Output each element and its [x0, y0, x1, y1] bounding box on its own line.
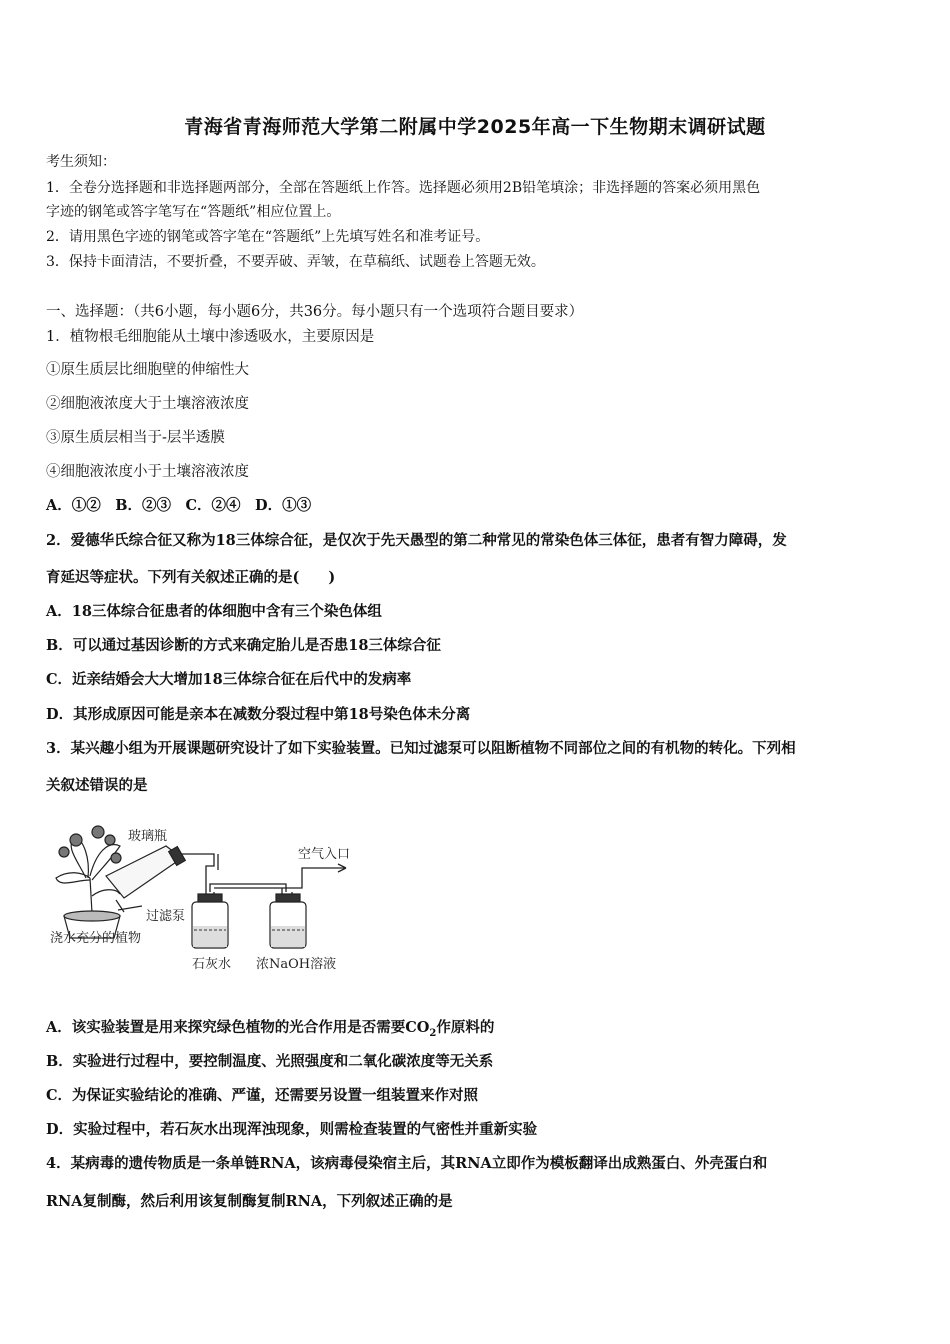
- section-heading: 一、选择题：（共6小题，每小题6分，共36分。每小题只有一个选项符合题目要求）: [46, 304, 584, 320]
- option-b: B．可以通过基因诊断的方式来确定胎儿是否患18三体综合征: [46, 637, 441, 654]
- statement-item: ③原生质层相当于-层半透膜: [46, 430, 225, 446]
- question-stem: RNA复制酶，然后利用该复制酶复制RNA，下列叙述正确的是: [46, 1193, 453, 1210]
- option-a-text-end: 作原料的: [436, 1019, 495, 1036]
- question-stem: 3．某兴趣小组为开展课题研究设计了如下实验装置。已知过滤泵可以阻断植物不同部位之间的有机物的转化。下列相: [46, 740, 796, 757]
- question-stem: 育延迟等症状。下列有关叙述正确的是( ): [46, 569, 336, 586]
- subscript: 2: [429, 1027, 437, 1039]
- label-naoh: 浓NaOH溶液: [256, 957, 337, 972]
- statement-item: ②细胞液浓度大于土壤溶液浓度: [46, 396, 249, 412]
- label-plant: 浇水充分的植物: [50, 931, 142, 946]
- question-stem: 1．植物根毛细胞能从土壤中渗透吸水，主要原因是: [46, 329, 375, 345]
- option-c: C．为保证实验结论的准确、严谨，还需要另设置一组装置来作对照: [46, 1087, 479, 1104]
- label-limewater: 石灰水: [192, 957, 232, 972]
- option-a: A．18三体综合征患者的体细胞中含有三个染色体组: [46, 603, 382, 620]
- experiment-diagram: [46, 818, 366, 978]
- label-air-inlet: 空气入口: [298, 847, 351, 862]
- statement-item: ①原生质层比细胞壁的伸缩性大: [46, 362, 249, 378]
- page-title: 青海省青海师范大学第二附属中学2025年高一下生物期末调研试题: [184, 116, 766, 138]
- question-stem: 2．爱德华氏综合征又称为18三体综合征，是仅次于先天愚型的第二种常见的常染色体三体征，患者有智力障碍，发: [46, 532, 787, 549]
- option-b: B．实验进行过程中，要控制温度、光照强度和二氧化碳浓度等无关系: [46, 1053, 494, 1070]
- notice-heading: 考生须知：: [46, 154, 116, 170]
- question-stem: 4．某病毒的遗传物质是一条单链RNA，该病毒侵染宿主后，其RNA立即作为模板翻译出成熟蛋白、外壳蛋白和: [46, 1155, 768, 1172]
- option-d: D．其形成原因可能是亲本在减数分裂过程中第18号染色体未分离: [46, 706, 471, 723]
- label-filter-pump: 过滤泵: [146, 909, 186, 924]
- notice-item: 2．请用黑色字迹的钢笔或答字笔在“答题纸”上先填写姓名和准考证号。: [46, 229, 490, 245]
- statement-item: ④细胞液浓度小于土壤溶液浓度: [46, 464, 249, 480]
- naoh-bottle: [270, 894, 306, 948]
- notice-item: 字迹的钢笔或答字笔写在“答题纸”相应位置上。: [46, 204, 341, 220]
- question-stem: 关叙述错误的是: [46, 777, 148, 794]
- option-d: D．实验过程中，若石灰水出现浑浊现象，则需检查装置的气密性并重新实验: [46, 1121, 538, 1138]
- option-c: C．近亲结婚会大大增加18三体综合征在后代中的发病率: [46, 671, 412, 688]
- option-a-text: A．该实验装置是用来探究绿色植物的光合作用是否需要CO: [46, 1019, 430, 1036]
- option-a: [46, 1018, 494, 1044]
- answer-options: A．①② B．②③ C．②④ D．①③: [46, 497, 312, 514]
- label-bottle: 玻璃瓶: [128, 829, 168, 844]
- notice-item: 3．保持卡面清洁，不要折叠，不要弄破、弄皱，在草稿纸、试题卷上答题无效。: [46, 254, 545, 270]
- notice-item: 1．全卷分选择题和非选择题两部分，全部在答题纸上作答。选择题必须用2B铅笔填涂；非选择题的答案必须用黑色: [46, 180, 761, 196]
- limewater-bottle: [192, 894, 228, 948]
